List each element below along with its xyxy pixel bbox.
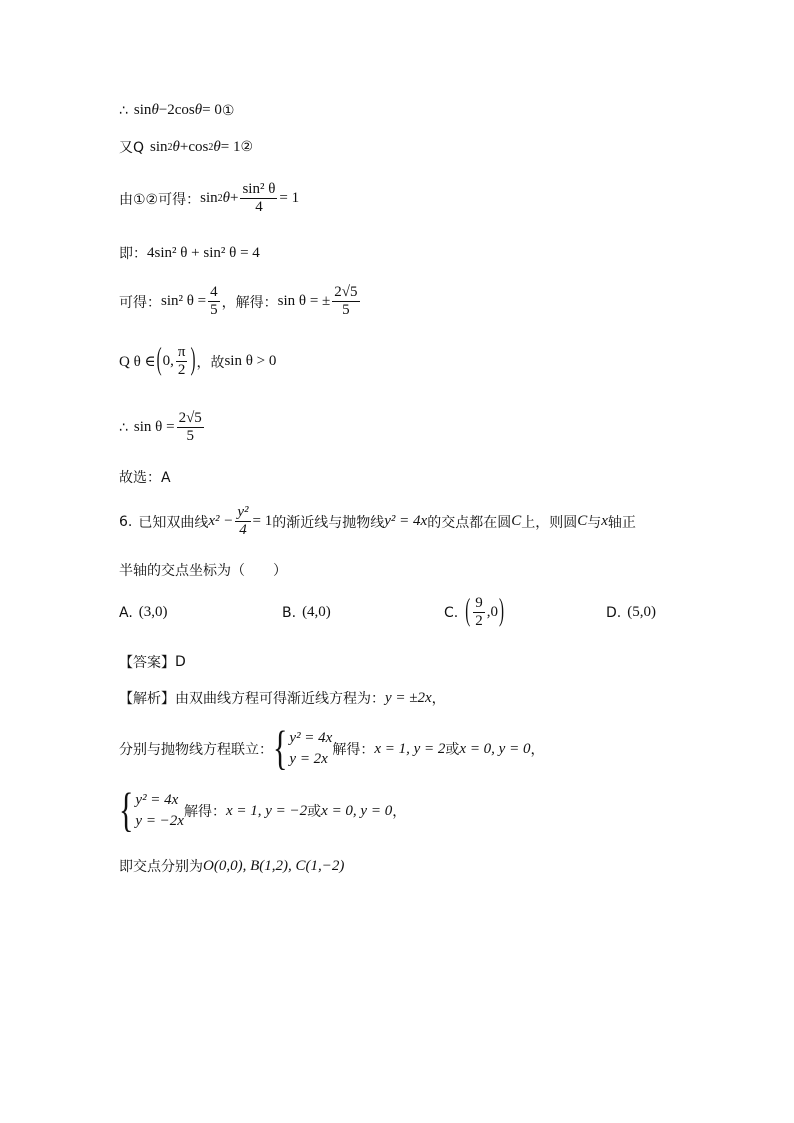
- fraction: [177, 410, 204, 445]
- fraction-numerator: π: [177, 344, 186, 360]
- question-text: 的交点都在圆: [427, 514, 512, 531]
- analysis-text: 分别与抛物线方程联立：: [119, 742, 273, 758]
- circled-one: ①: [221, 102, 235, 119]
- system-row: y = 2x: [289, 751, 328, 767]
- expr-sin-positive: sin θ > 0: [224, 353, 277, 369]
- fraction: [208, 284, 220, 319]
- fraction-denominator: 4: [255, 199, 263, 215]
- interval-start: 0,: [162, 353, 174, 369]
- fraction: [332, 284, 359, 319]
- line-combine: [119, 181, 299, 216]
- plus-sign: +: [230, 190, 239, 206]
- analysis-text: 由双曲线方程可得渐近线方程为：: [175, 691, 385, 707]
- expr-sin: sin: [133, 102, 152, 118]
- expr-eq-one: = 1: [252, 513, 273, 529]
- line-choose-a: [119, 467, 171, 487]
- line-ji: [119, 243, 260, 263]
- right-paren: ): [498, 594, 504, 629]
- expr-sin-eq: sin θ =: [133, 419, 175, 435]
- expr-eq-zero: = 0: [202, 102, 222, 118]
- answer-line: [119, 652, 186, 672]
- superscript-2: 2: [208, 141, 214, 153]
- expr-eq-one: = 1: [220, 138, 241, 155]
- superscript-2: 2: [167, 141, 173, 153]
- option-label: A.: [119, 604, 133, 621]
- option-a: [119, 604, 168, 621]
- fraction-denominator: 4: [239, 522, 247, 538]
- question-number: 6.: [119, 513, 133, 530]
- option-b: [282, 604, 331, 621]
- expr-parabola: y² = 4x: [384, 513, 428, 529]
- label-jiede: ，解得：: [221, 294, 278, 311]
- option-d: [606, 604, 656, 621]
- fraction-9-over-2: [473, 595, 485, 630]
- option-value: (5,0): [627, 604, 656, 620]
- option-value: (3,0): [138, 604, 168, 620]
- fraction-numerator: 9: [475, 595, 483, 611]
- expr-eq-one: = 1: [279, 190, 300, 206]
- option-value: ,0: [486, 604, 498, 620]
- equation-system-2: [119, 783, 184, 837]
- answer-value: D: [175, 654, 186, 670]
- punctuation: ，: [431, 691, 446, 707]
- expr-asymptote: y = ±2x: [385, 689, 432, 706]
- system-row: y² = 4x: [135, 792, 179, 808]
- line-identity: [119, 137, 253, 157]
- var-x: x: [601, 513, 608, 529]
- theta: θ: [194, 102, 203, 118]
- prefix-you-q: 又Q: [119, 140, 145, 156]
- option-label: C.: [444, 604, 459, 621]
- left-paren: (: [465, 594, 471, 629]
- fraction-denominator: 5: [342, 302, 350, 318]
- equation-system-1: [273, 721, 333, 775]
- fraction-numerator: 4: [210, 284, 218, 300]
- question-6-line-2: [119, 560, 287, 580]
- expr-sin: sin: [150, 138, 168, 155]
- option-label: B.: [282, 604, 297, 621]
- expr-intersection-points: O(0,0), B(1,2), C(1,−2): [203, 857, 345, 874]
- analysis-label: 【解析】: [119, 691, 175, 707]
- left-brace: {: [119, 783, 134, 837]
- solution: x = 1, y = −2: [225, 802, 308, 819]
- analysis-line-3: [119, 783, 407, 837]
- theta: θ: [213, 138, 221, 155]
- expr-minus-2cos: −2cos: [158, 102, 195, 118]
- fraction-denominator: 2: [475, 613, 483, 629]
- solution: x = 0, y = 0: [459, 740, 531, 757]
- solution: x = 1, y = 2: [374, 740, 446, 757]
- line-sin-minus-2cos: [119, 102, 234, 119]
- analysis-text: 解得：: [332, 742, 375, 758]
- analysis-line-2: [119, 721, 545, 775]
- line-result-sin: [119, 410, 206, 445]
- question-text: 与: [587, 514, 602, 531]
- fraction: [240, 181, 277, 216]
- question-text: 的渐近线与抛物线: [272, 514, 385, 531]
- question-text: 轴正: [607, 514, 636, 531]
- fraction-denominator: 5: [210, 302, 218, 318]
- fraction-numerator: 2√5: [178, 410, 202, 426]
- fraction-numerator: sin² θ: [242, 181, 276, 197]
- line-solve-sin: [119, 284, 362, 319]
- expr-plus-cos: +cos: [179, 138, 209, 155]
- punctuation: ，: [530, 742, 545, 758]
- system-row: y = −2x: [135, 813, 184, 829]
- analysis-line-4: [119, 856, 344, 876]
- circled-two: ②: [240, 139, 254, 155]
- option-value: (4,0): [302, 604, 331, 620]
- fraction-pi-over-2: [176, 344, 188, 379]
- fraction-numerator: y²: [237, 504, 249, 520]
- fraction-denominator: 2: [177, 362, 186, 378]
- line-theta-range: [119, 344, 276, 379]
- expr-x-squared: x² −: [208, 513, 234, 529]
- option-label: D.: [606, 604, 622, 621]
- expr-4sin: 4sin² θ + sin² θ = 4: [147, 244, 260, 261]
- solution: x = 0, y = 0: [321, 802, 393, 819]
- circle-c: C: [511, 513, 522, 529]
- label-ji: 即：: [119, 246, 147, 262]
- question-text: 半轴的交点坐标为（ ）: [119, 563, 287, 579]
- label-kede: 可得：: [119, 294, 161, 311]
- left-paren: (: [156, 343, 162, 378]
- expr-theta-in: Q θ ∈: [119, 354, 156, 370]
- expr-sin: sin: [200, 190, 218, 206]
- analysis-text: 或: [445, 742, 460, 758]
- fraction-denominator: 5: [186, 428, 194, 444]
- left-brace: {: [273, 721, 288, 775]
- analysis-line-1: [119, 688, 446, 708]
- fraction-y2-over-4: [235, 504, 250, 539]
- circle-c: C: [577, 513, 588, 529]
- answer-label: 【答案】: [119, 655, 175, 671]
- option-c: [444, 595, 505, 630]
- superscript-2: 2: [217, 193, 223, 204]
- analysis-text: 解得：: [183, 804, 226, 820]
- analysis-text: 即交点分别为: [119, 859, 203, 875]
- choice-statement: 故选：A: [119, 470, 171, 486]
- therefore-symbol: ∴: [119, 102, 128, 119]
- question-6-line-1: [119, 504, 636, 539]
- analysis-text: 或: [307, 804, 322, 820]
- expr-sin-sq: sin² θ =: [161, 293, 207, 309]
- question-text: 上，则圆: [521, 514, 578, 531]
- system-row: y² = 4x: [289, 730, 333, 746]
- question-text: 已知双曲线: [138, 514, 209, 531]
- label-gu: ，故: [196, 354, 225, 371]
- label-combine: 由①②可得：: [119, 191, 201, 208]
- fraction-numerator: 2√5: [334, 284, 358, 300]
- theta: θ: [222, 190, 230, 206]
- theta: θ: [172, 138, 180, 155]
- punctuation: ，: [392, 804, 407, 820]
- expr-sin-pm: sin θ = ±: [277, 293, 331, 309]
- theta: θ: [151, 102, 159, 118]
- therefore-symbol: ∴: [119, 419, 128, 436]
- right-paren: ): [190, 343, 196, 378]
